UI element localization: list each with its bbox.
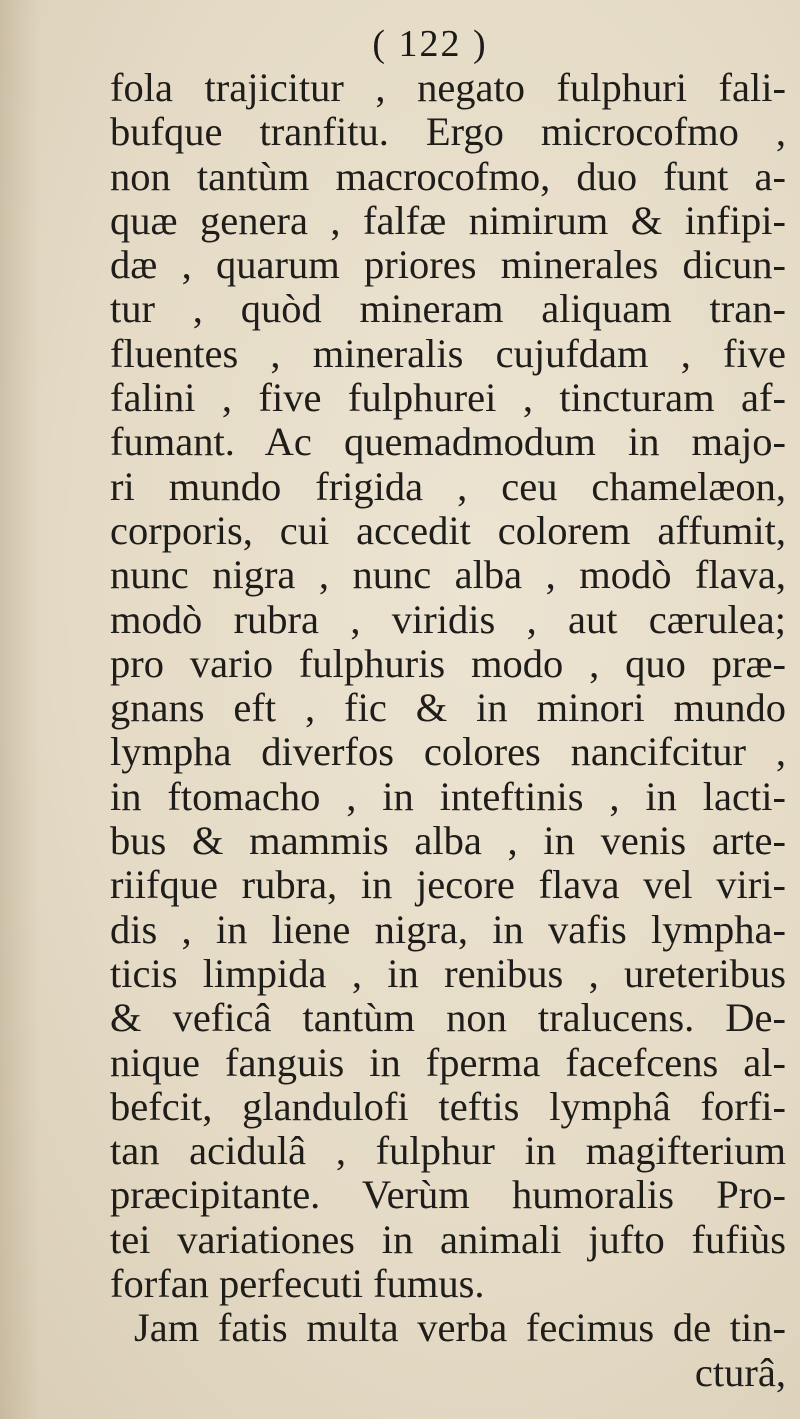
body-text — [110, 66, 786, 1395]
text-line: falini , five fulphurei , tincturam af- — [110, 375, 786, 421]
text-line: riifque rubra, in jecore flava vel viri- — [110, 862, 786, 908]
text-line: bus & mammis alba , in venis arte- — [110, 818, 786, 864]
text-line: fumant. Ac quemadmodum in majo- — [110, 419, 786, 465]
text-line: fola trajicitur , negato fulphuri fali- — [110, 65, 786, 110]
text-line: Jam fatis multa verba fecimus de tin- — [134, 1305, 786, 1351]
text-line: corporis, cui accedit colorem affumit, — [110, 507, 786, 553]
text-line: gnans eft , fic & in minori mundo — [110, 685, 786, 731]
text-line: tur , quòd mineram aliquam tran- — [110, 286, 786, 332]
text-line: tei variationes in animali jufto fufiùs — [110, 1216, 786, 1262]
text-line: in ftomacho , in inteftinis , in lacti- — [110, 773, 786, 819]
text-line: tan acidulâ , fulphur in magifterium — [110, 1128, 786, 1174]
text-line: non tantùm macrocofmo, duo funt a- — [110, 153, 786, 199]
text-line: fluentes , mineralis cujufdam , five — [110, 330, 786, 376]
text-line: quæ genera , falfæ nimirum & infipi- — [110, 197, 786, 243]
text-line: modò rubra , viridis , aut cærulea; — [110, 596, 786, 642]
text-line: befcit, glandulofi teftis lymphâ forfi- — [110, 1083, 786, 1129]
text-line: & veficâ tantùm non tralucens. De- — [110, 995, 786, 1041]
text-line: ri mundo frigida , ceu chamelæon, — [110, 463, 786, 509]
text-line: nique fanguis in fperma facefcens al- — [110, 1039, 786, 1085]
catchword: cturâ, — [694, 1349, 786, 1395]
text-line: pro vario fulphuris modo , quo præ- — [110, 640, 786, 686]
text-line: præcipitante. Verùm humoralis Pro- — [110, 1172, 786, 1218]
text-line: nunc nigra , nunc alba , modò flava, — [110, 552, 786, 598]
text-line: bufque tranfitu. Ergo microcofmo , — [110, 109, 786, 155]
text-line: ticis limpida , in renibus , ureteribus — [110, 950, 786, 996]
text-line: dæ , quarum priores minerales dicun- — [110, 242, 786, 288]
page-number: ( 122 ) — [372, 23, 488, 65]
paragraph-end-line: forfan perfecuti fumus. — [110, 1261, 485, 1307]
text-line: dis , in liene nigra, in vafis lympha- — [110, 906, 786, 952]
text-line: lympha diverfos colores nancifcitur , — [110, 729, 786, 775]
